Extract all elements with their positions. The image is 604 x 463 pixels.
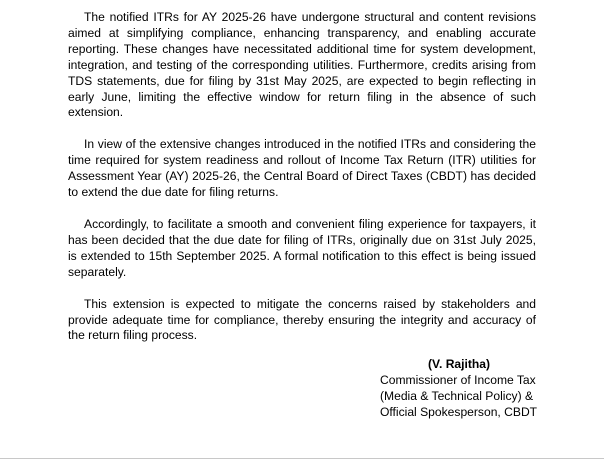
page-divider	[0, 458, 604, 459]
paragraph-itr-revisions: The notified ITRs for AY 2025-26 have undergone structural and content revisions aimed at simplifying compliance, enhancing transparency, and enabling accurate reporting. These changes have necessitated additional time for system development, integration, and testing of the corresponding utilities. Furthermore, credits arising from TDS statements, due for filing by 31st May 2025, are expected to begin reflecting in early June, limiting the effective window for return filing in the absence of such extension.	[68, 10, 536, 120]
paragraph-due-date-extension: Accordingly, to facilitate a smooth and convenient filing experience for taxpayers, it has been decided that the due date for filing of ITRs, originally due on 31st July 2025, is extended to 15th September 2025. A formal notification to this effect is being issued separately.	[68, 216, 536, 279]
signatory-title: Commissioner of Income Tax	[380, 372, 536, 387]
signatory-department: (Media & Technical Policy) &	[380, 388, 534, 403]
paragraph-cbdt-decision: In view of the extensive changes introduced in the notified ITRs and considering the time required for system readiness and rollout of Income Tax Return (ITR) utilities for Assessment Year (AY) 2025-26, the Central Board of Direct Taxes (CBDT) has decided to extend the due date for filing returns.	[68, 137, 536, 200]
paragraph-extension-purpose: This extension is expected to mitigate the concerns raised by stakeholders and provide adequate time for compliance, thereby ensuring the integrity and accuracy of the return filing process.	[68, 296, 536, 343]
press-release-body	[68, 10, 536, 360]
signature-block	[380, 357, 550, 421]
signatory-name: (V. Rajitha)	[428, 357, 491, 371]
signatory-role: Official Spokesperson, CBDT	[380, 404, 538, 419]
